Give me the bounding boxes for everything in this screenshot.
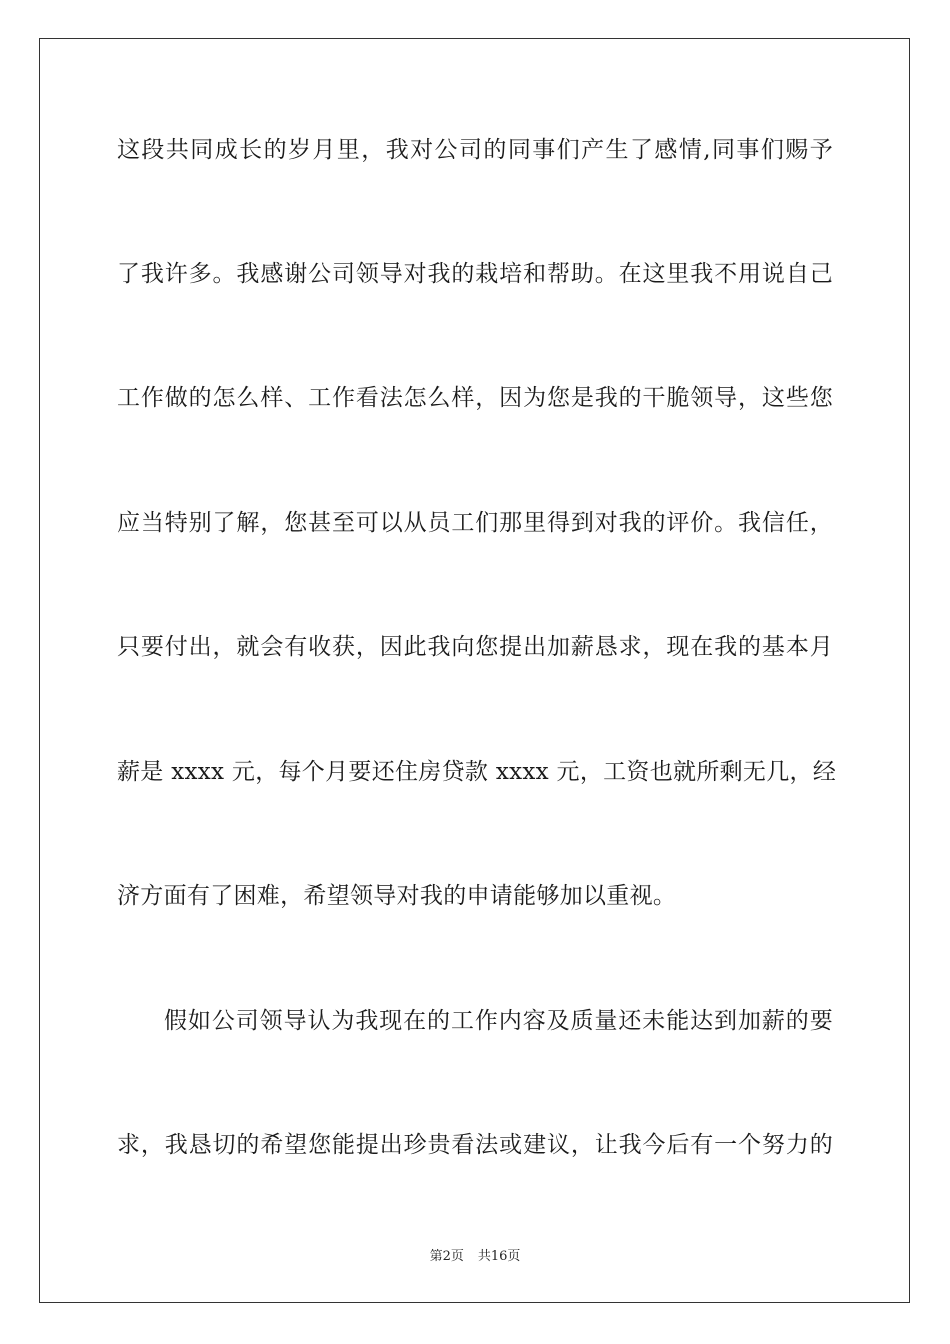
body-line-3: 工作做的怎么样、工作看法怎么样，因为您是我的干脆领导，这些您 (117, 385, 833, 411)
body-line-5: 只要付出，就会有收获，因此我向您提出加薪恳求，现在我的基本月 (117, 634, 833, 660)
body-line-7: 济方面有了困难，希望领导对我的申请能够加以重视。 (117, 883, 677, 909)
body-line-4: 应当特别了解，您甚至可以从员工们那里得到对我的评价。我信任， (117, 510, 833, 536)
body-line-8: 假如公司领导认为我现在的工作内容及质量还未能达到加薪的要 (164, 1008, 833, 1034)
body-line-1: 这段共同成长的岁月里，我对公司的同事们产生了感情,同事们赐予 (117, 137, 833, 163)
body-line-6: 薪是 xxxx 元，每个月要还住房贷款 xxxx 元，工资也就所剩无几，经 (117, 759, 837, 785)
page-footer (0, 1248, 950, 1266)
page-number: 第2页 (429, 1249, 464, 1264)
body-line-9: 求，我恳切的希望您能提出珍贵看法或建议，让我今后有一个努力的 (117, 1132, 833, 1158)
page-total: 共16页 (477, 1249, 521, 1264)
page-frame (39, 38, 910, 1303)
body-line-2: 了我许多。我感谢公司领导对我的栽培和帮助。在这里我不用说自己 (117, 261, 833, 287)
